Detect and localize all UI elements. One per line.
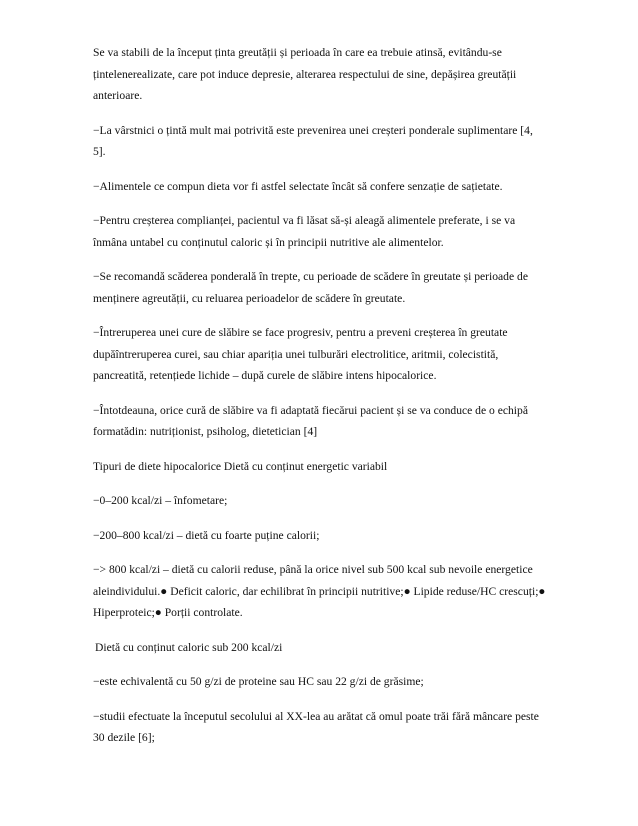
paragraph-stepwise-loss: −Se recomandă scăderea ponderală în trepte, cu perioade de scădere în greutate și perioade de menținere agreutății, cu reluarea perioadelor de scădere în greutate.: [93, 270, 528, 305]
paragraph-interruption: −Întreruperea unei cure de slăbire se face progresiv, pentru a preveni creșterea în greutate dupăîntreruperea curei, sau chiar apariția unei tulburări electrolitice, aritmii, colecistită, pancreatită, retențiede lichide – după curele de slăbire intens hipocalorice.: [93, 326, 508, 382]
list-item-studies: −studii efectuate la începutul secolului al XX-lea au arătat că omul poate trăi fără mâncare peste 30 dezile [6];: [93, 709, 539, 744]
list-item-reduced-calorie: −> 800 kcal/zi – dietă cu calorii reduse, până la orice nivel sub 500 kcal sub nevoile energetice aleindividului.● Deficit caloric, dar echilibrat în principii nutritive;● Lipide reduse/HC crescuți;● Hiperproteic;● Porții controlate.: [93, 563, 546, 619]
section-heading-diet-types: Tipuri de diete hipocalorice Dietă cu conținut energetic variabil: [93, 459, 388, 473]
paragraph-team: −Întotdeauna, orice cură de slăbire va fi adaptată fiecărui pacient și se va conduce de o echipă formatădin: nutriționist, psiholog, dietetician [4]: [93, 403, 528, 438]
list-item-equivalent: −este echivalentă cu 50 g/zi de proteine sau HC sau 22 g/zi de grăsime;: [93, 675, 424, 688]
list-item-starvation: −0–200 kcal/zi – înfometare;: [93, 494, 228, 507]
paragraph-satiety: −Alimentele ce compun dieta vor fi astfel selectate încât să confere senzație de sațietate.: [93, 179, 503, 193]
paragraph-compliance: −Pentru creșterea complianței, pacientul va fi lăsat să-și aleagă alimentele preferate, i se va înmâna untabel cu conținutul caloric și în principii nutritive ale alimentelor.: [93, 214, 516, 249]
list-item-very-low-calorie: −200–800 kcal/zi – dietă cu foarte puține calorii;: [93, 528, 320, 542]
paragraph-target-weight: Se va stabili de la început ținta greutății și perioada în care ea trebuie atinsă, evitându-se țintelenerealizate, care pot induce depresie, alterarea respectului de sine, depășirea greutății anterioare.: [93, 46, 517, 102]
document-body: [93, 42, 548, 762]
section-heading-under-200: Dietă cu conținut caloric sub 200 kcal/zi: [95, 640, 283, 654]
paragraph-elderly: −La vârstnici o țintă mult mai potrivită este prevenirea unei creșteri ponderale suplimentare [4, 5].: [93, 123, 533, 158]
